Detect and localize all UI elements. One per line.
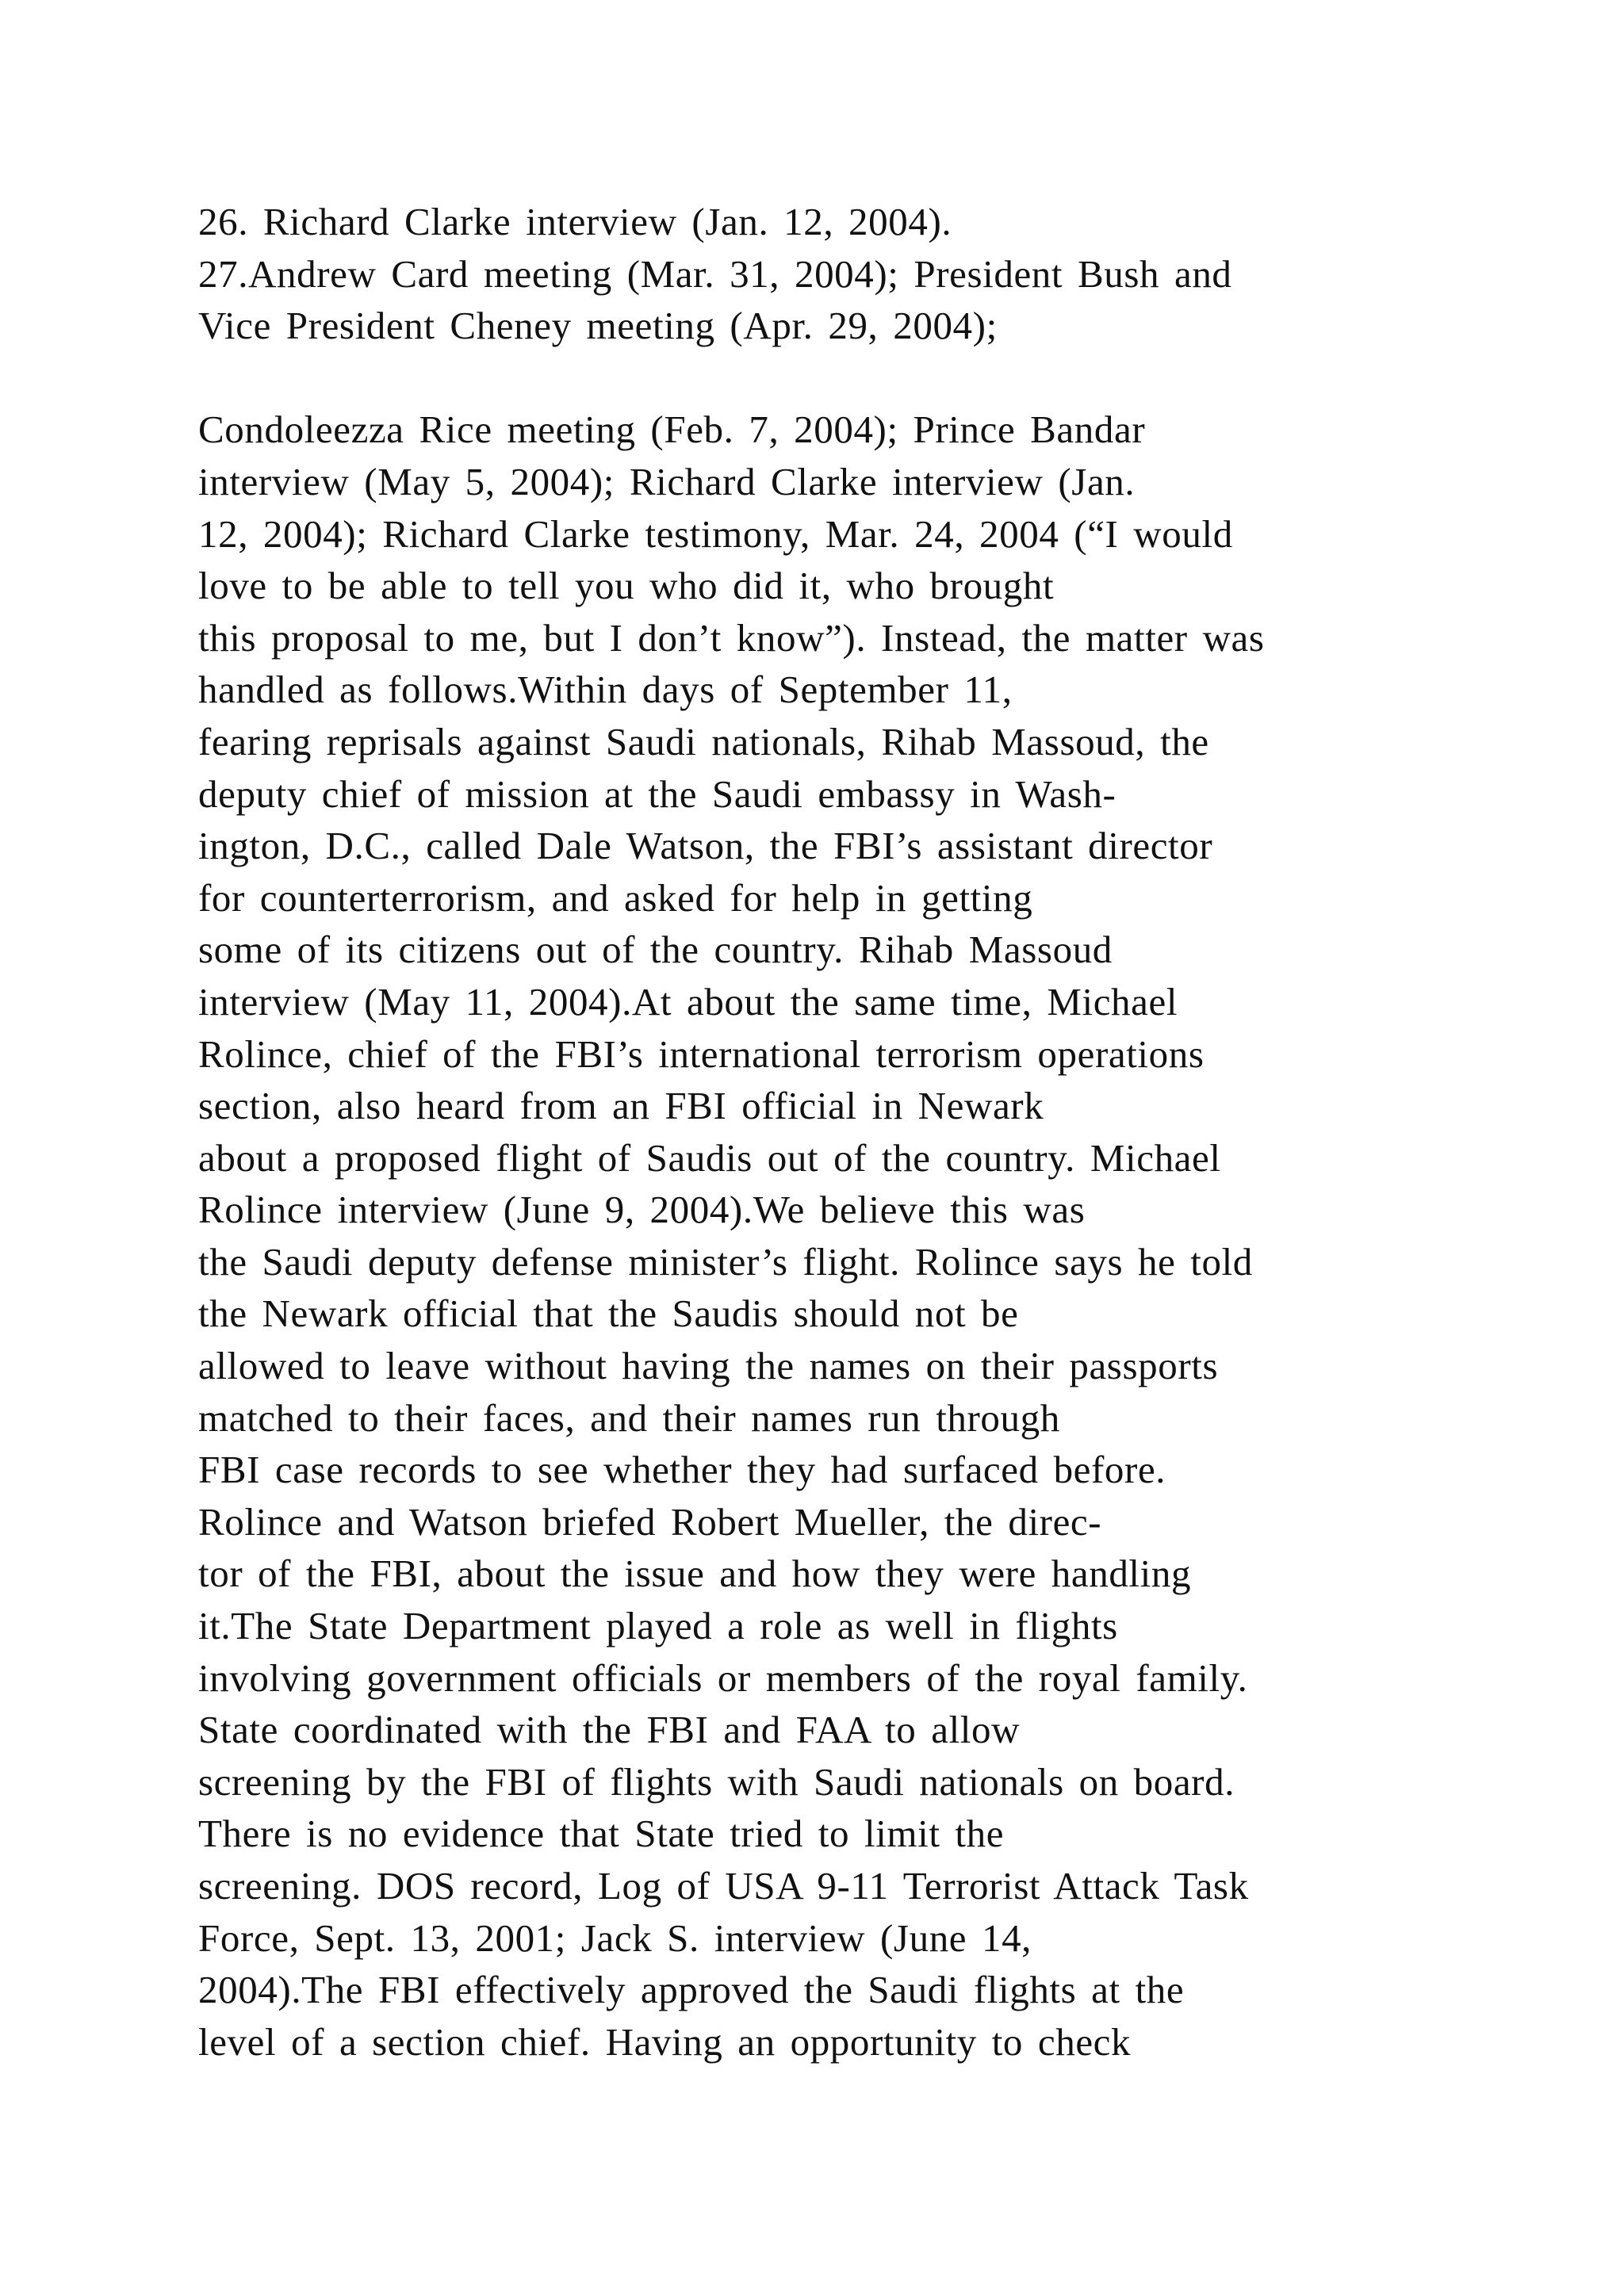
text-line: involving government officials or members of the royal family.: [198, 1655, 1248, 1700]
text-line: tor of the FBI, about the issue and how they were handling: [198, 1552, 1192, 1596]
text-line: State coordinated with the FBI and FAA to allow: [198, 1708, 1021, 1752]
text-line: Condoleezza Rice meeting (Feb. 7, 2004); Prince Bandar: [198, 408, 1146, 452]
text-line: fearing reprisals against Saudi nationals, Rihab Massoud, the: [198, 719, 1209, 763]
text-line: 2004).The FBI effectively approved the Saudi flights at the: [198, 1968, 1185, 2012]
text-line: 12, 2004); Richard Clarke testimony, Mar. 24, 2004 (“I would: [198, 511, 1233, 556]
body-text: [198, 196, 1467, 2068]
text-line: matched to their faces, and their names run through: [198, 1395, 1060, 1440]
text-line: about a proposed flight of Saudis out of the country. Michael: [198, 1135, 1221, 1180]
text-line: interview (May 5, 2004); Richard Clarke interview (Jan.: [198, 459, 1136, 503]
text-line: this proposal to me, but I don’t know”). Instead, the matter was: [198, 615, 1265, 660]
text-line: 26. Richard Clarke interview (Jan. 12, 2004).: [198, 200, 952, 243]
text-line: There is no evidence that State tried to limit the: [198, 1812, 1005, 1856]
paragraph-gap: [198, 352, 1467, 404]
text-line: for counterterrorism, and asked for help in getting: [198, 875, 1033, 920]
text-line: deputy chief of mission at the Saudi embassy in Wash-: [198, 771, 1116, 816]
text-line: 27.Andrew Card meeting (Mar. 31, 2004); President Bush and: [198, 251, 1232, 296]
text-line: it.The State Department played a role as well in flights: [198, 1604, 1118, 1648]
text-line: the Newark official that the Saudis should not be: [198, 1292, 1019, 1336]
text-line: screening by the FBI of flights with Saudi nationals on board.: [198, 1759, 1235, 1804]
text-line: screening. DOS record, Log of USA 9-11 Terrorist Attack Task: [198, 1864, 1249, 1908]
text-line: Force, Sept. 13, 2001; Jack S. interview (June 14,: [198, 1915, 1032, 1960]
text-line: section, also heard from an FBI official in Newark: [198, 1084, 1044, 1128]
text-line: FBI case records to see whether they had surfaced before.: [198, 1448, 1166, 1492]
text-line: level of a section chief. Having an opportunity to check: [198, 2019, 1132, 2064]
text-line: interview (May 11, 2004).At about the same time, Michael: [198, 979, 1178, 1024]
text-line: Vice President Cheney meeting (Apr. 29, 2004);: [198, 304, 998, 348]
text-line: Rolince, chief of the FBI’s international terrorism operations: [198, 1031, 1205, 1076]
text-line: Rolince interview (June 9, 2004).We believe this was: [198, 1188, 1086, 1232]
text-line: ington, D.C., called Dale Watson, the FBI’s assistant director: [198, 824, 1213, 868]
text-line: Rolince and Watson briefed Robert Mueller, the direc-: [198, 1499, 1102, 1544]
text-line: the Saudi deputy defense minister’s flight. Rolince says he told: [198, 1239, 1253, 1284]
text-line: love to be able to tell you who did it, who brought: [198, 564, 1055, 608]
text-line: some of its citizens out of the country. Rihab Massoud: [198, 928, 1113, 972]
text-line: handled as follows.Within days of September 11,: [198, 668, 1013, 712]
text-line: allowed to leave without having the names on their passports: [198, 1344, 1219, 1388]
